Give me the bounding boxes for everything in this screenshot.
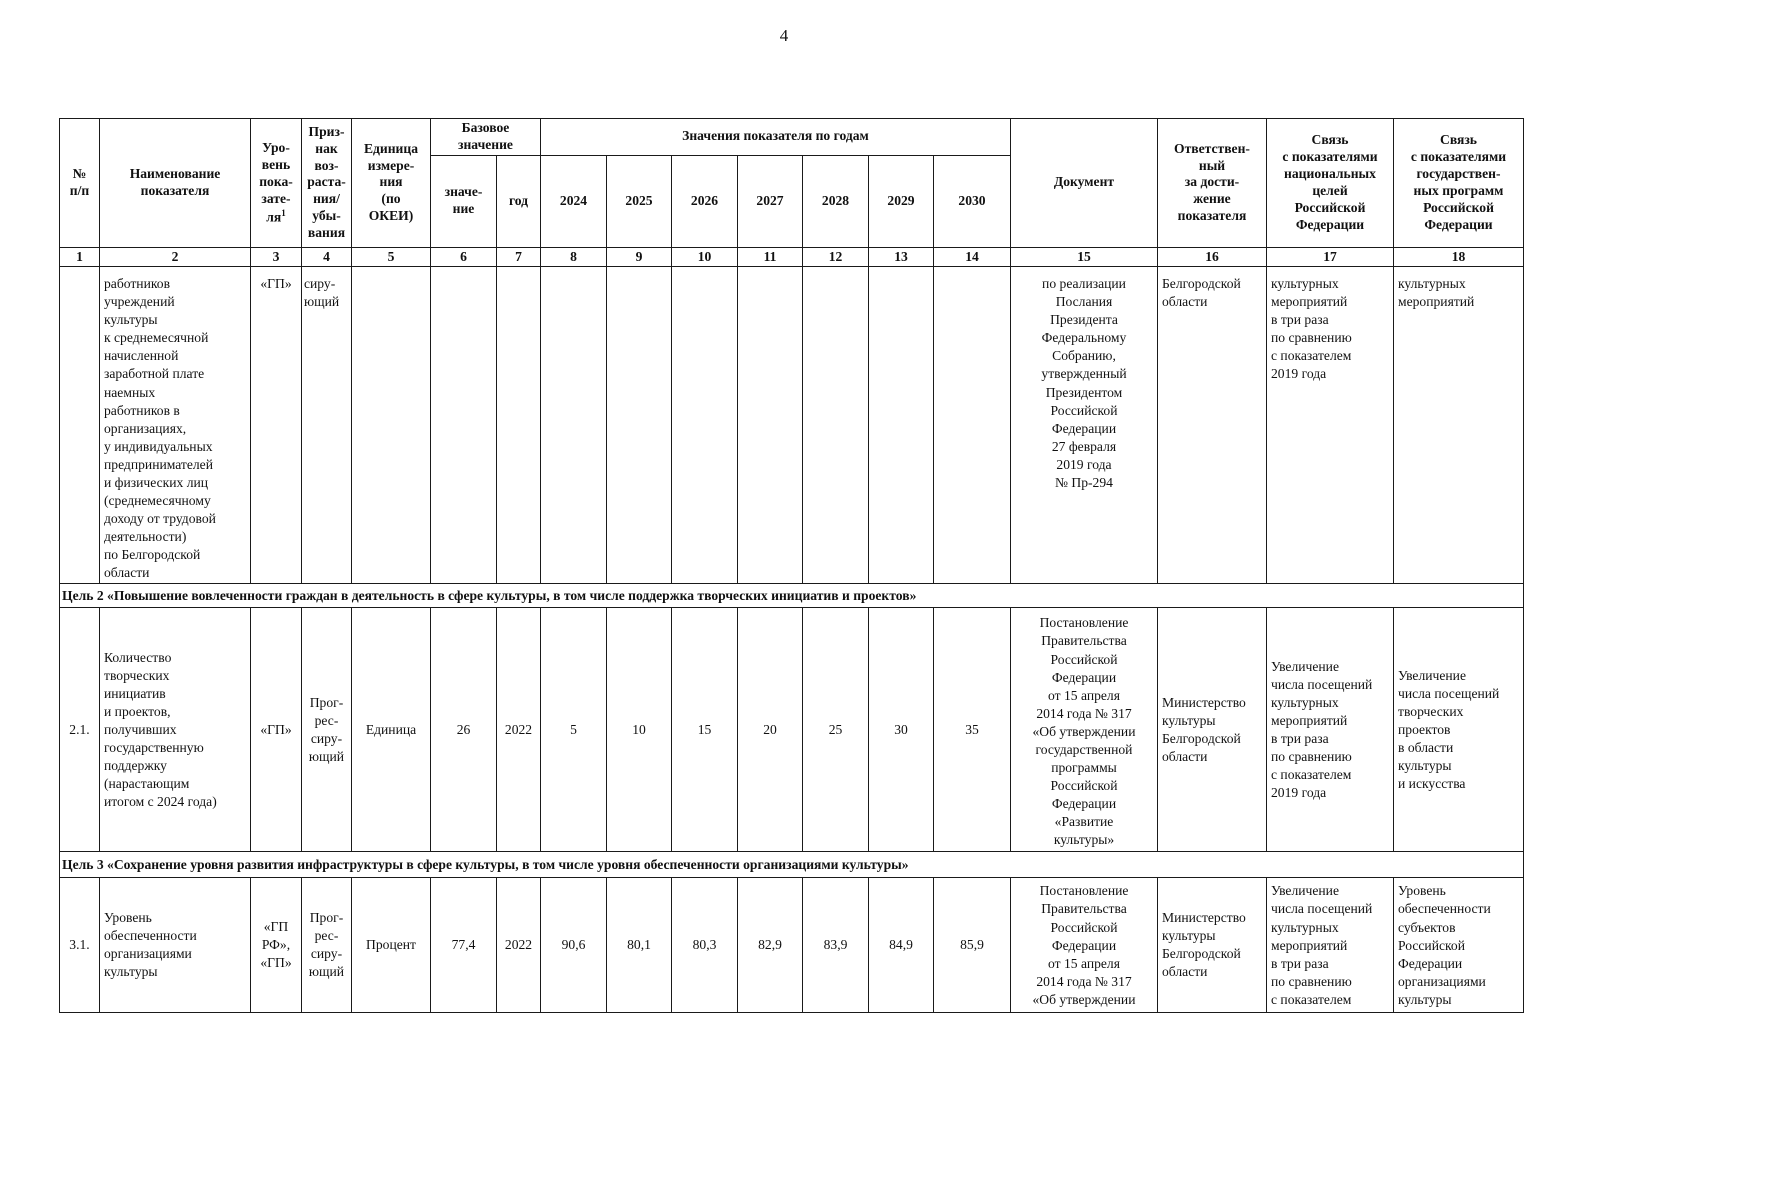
value-2027: 20 [738,608,803,852]
empty-cell [869,267,934,584]
value-2025: 80,1 [607,878,672,1013]
value-2028: 83,9 [803,878,869,1013]
empty-cell [541,267,607,584]
row-num: 3.1. [60,878,100,1013]
base-value: 77,4 [431,878,497,1013]
indicator-name: Уровень обеспеченности организациями культуры [100,878,251,1013]
indicator-sign: Прог- рес- сиру- ющий [302,878,352,1013]
column-number: 13 [869,247,934,266]
column-number: 15 [1011,247,1158,266]
value-2026: 80,3 [672,878,738,1013]
value-2025: 10 [607,608,672,852]
empty-cell [672,267,738,584]
indicator-document: Постановление Правительства Российской Федерации от 15 апреля 2014 года № 317 «Об утверждении [1011,878,1158,1013]
column-number: 12 [803,247,869,266]
indicator-name: Количество творческих инициатив и проектов, получивших государственную поддержку (нарастающим итогом с 2024 года) [100,608,251,852]
indicator-document: по реализации Послания Президента Федеральному Собранию, утвержденный Президентом Российской Федерации 27 февраля 2019 года № Пр-294 [1011,267,1158,584]
column-number: 11 [738,247,803,266]
indicator-sign: Прог- рес- сиру- ющий [302,608,352,852]
indicator-level: «ГП РФ», «ГП» [251,878,302,1013]
column-number: 16 [1158,247,1267,266]
column-number: 5 [352,247,431,266]
value-2030: 35 [934,608,1011,852]
indicator-link-state: культурных мероприятий [1394,267,1524,584]
value-2026: 15 [672,608,738,852]
empty-cell [607,267,672,584]
goal-2-title: Цель 2 «Повышение вовлеченности граждан в деятельность в сфере культуры, в том числе поддержка творческих инициатив и проектов» [60,584,1524,608]
goal-3-title: Цель 3 «Сохранение уровня развития инфраструктуры в сфере культуры, в том числе уровня обеспеченности организациями культуры» [60,852,1524,878]
goal-row [60,584,1524,608]
column-number: 1 [60,247,100,266]
indicator-link-state: Уровень обеспеченности субъектов Российской Федерации организациями культуры [1394,878,1524,1013]
table-row [60,267,1524,584]
indicator-responsible: Министерство культуры Белгородской области [1158,608,1267,852]
header-num: № п/п [60,119,100,248]
table-row [60,608,1524,852]
header-year-2025: 2025 [607,155,672,247]
indicator-unit: Единица [352,608,431,852]
indicator-name: работников учреждений культуры к среднемесячной начисленной заработной плате наемных работников в организациях, у индивидуальных предпринимателей и физических лиц (среднемесячному доходу от трудовой деятельности) по Белгородской области [100,267,251,584]
base-value: 26 [431,608,497,852]
header-unit: Единица измере- ния (по ОКЕИ) [352,119,431,248]
indicators-table [59,118,1524,1013]
column-numbers-row [60,247,1524,266]
indicator-unit: Процент [352,878,431,1013]
value-2028: 25 [803,608,869,852]
empty-cell [738,267,803,584]
header-base-year: год [497,155,541,247]
header-document: Документ [1011,119,1158,248]
value-2027: 82,9 [738,878,803,1013]
header-row-1 [60,119,1524,156]
indicator-document: Постановление Правительства Российской Федерации от 15 апреля 2014 года № 317 «Об утверждении государственной программы Российской Федерации «Развитие культуры» [1011,608,1158,852]
indicator-level: «ГП» [251,608,302,852]
value-2024: 90,6 [541,878,607,1013]
table-row [60,878,1524,1013]
value-2030: 85,9 [934,878,1011,1013]
indicator-link-national: Увеличение числа посещений культурных мероприятий в три раза по сравнению с показателем [1267,878,1394,1013]
column-number: 10 [672,247,738,266]
column-number: 7 [497,247,541,266]
header-name: Наименование показателя [100,119,251,248]
indicator-link-state: Увеличение числа посещений творческих проектов в области культуры и искусства [1394,608,1524,852]
empty-cell [352,267,431,584]
column-number: 18 [1394,247,1524,266]
row-num: 2.1. [60,608,100,852]
column-number: 9 [607,247,672,266]
header-level: Уро- вень пока- зате- $ля^1$ [251,119,302,248]
header-link-national: Связь с показателями национальных целей Российской Федерации [1267,119,1394,248]
column-number: 17 [1267,247,1394,266]
header-year-2029: 2029 [869,155,934,247]
header-years-group: Значения показателя по годам [541,119,1011,156]
indicator-responsible: Белгородской области [1158,267,1267,584]
header-year-2027: 2027 [738,155,803,247]
base-year: 2022 [497,608,541,852]
header-sign: Приз- нак воз- раста- ния/ убы- вания [302,119,352,248]
indicator-sign: сиру- ющий [302,267,352,584]
empty-cell [497,267,541,584]
empty-cell [803,267,869,584]
goal-row [60,852,1524,878]
column-number: 8 [541,247,607,266]
column-number: 6 [431,247,497,266]
base-year: 2022 [497,878,541,1013]
indicator-level: «ГП» [251,267,302,584]
page-number: 4 [779,26,789,45]
indicator-link-national: культурных мероприятий в три раза по сравнению с показателем 2019 года [1267,267,1394,584]
header-link-state: Связь с показателями государствен- ных программ Российской Федерации [1394,119,1524,248]
indicator-link-national: Увеличение числа посещений культурных мероприятий в три раза по сравнению с показателем 2019 года [1267,608,1394,852]
column-number: 3 [251,247,302,266]
column-number: 2 [100,247,251,266]
indicator-responsible: Министерство культуры Белгородской области [1158,878,1267,1013]
header-responsible: Ответствен- ный за дости- жение показателя [1158,119,1267,248]
column-number: 4 [302,247,352,266]
header-base-value: значе- ние [431,155,497,247]
header-year-2030: 2030 [934,155,1011,247]
header-year-2028: 2028 [803,155,869,247]
empty-cell [431,267,497,584]
header-year-2026: 2026 [672,155,738,247]
column-number: 14 [934,247,1011,266]
empty-cell [934,267,1011,584]
value-2024: 5 [541,608,607,852]
row-num [60,267,100,584]
header-base-group: Базовое значение [431,119,541,156]
header-year-2024: 2024 [541,155,607,247]
value-2029: 84,9 [869,878,934,1013]
value-2029: 30 [869,608,934,852]
